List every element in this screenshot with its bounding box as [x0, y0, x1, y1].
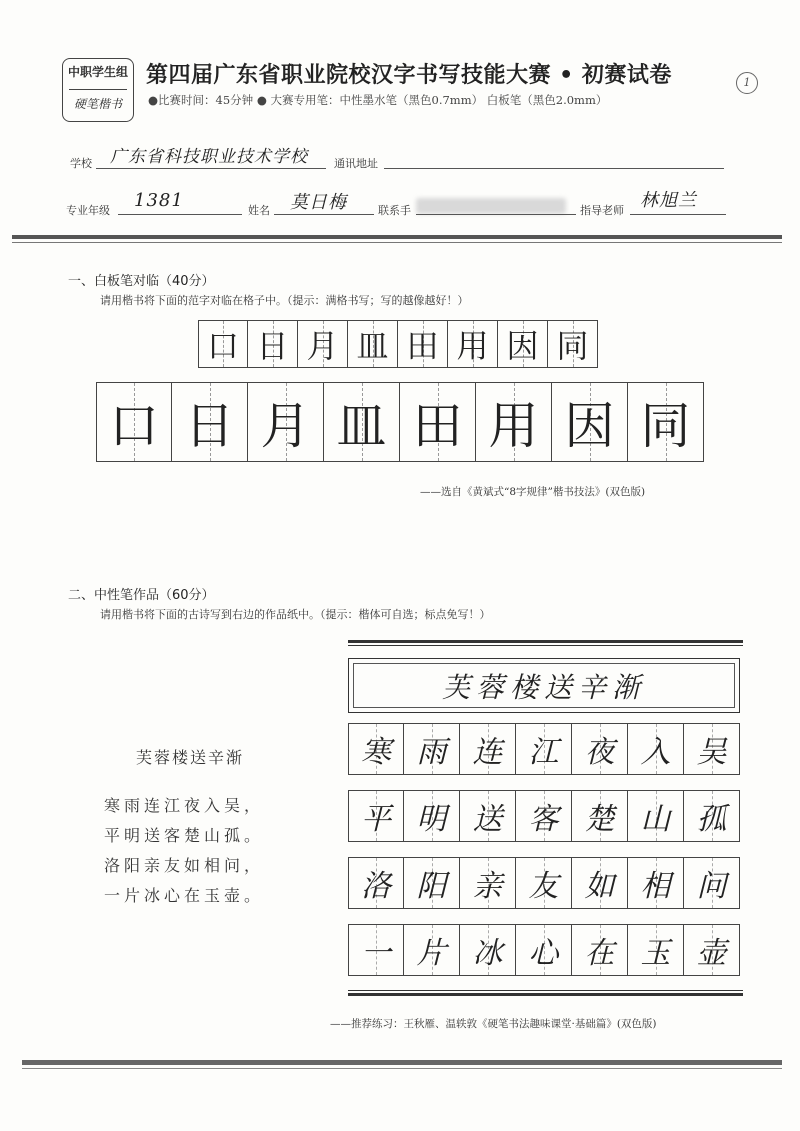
work-title: 芙蓉楼送辛渐: [441, 670, 646, 704]
model-char-char: 同: [556, 327, 589, 365]
copied-char-cell: [476, 382, 552, 462]
major-label: 专业年级: [66, 204, 110, 217]
written-char-char: 一: [361, 936, 391, 971]
written-char-char: 阳: [416, 869, 447, 904]
phone-value-redacted: [416, 198, 566, 214]
model-char-grid: [198, 320, 598, 368]
model-char-cell: [398, 320, 448, 368]
work-row: [348, 790, 740, 842]
section2-credit: ——推荐练习：王秋雁、温轶敦《硬笔书法趣味课堂·基础篇》(双色版): [330, 1018, 657, 1030]
copied-char-char: 同: [640, 397, 691, 455]
written-char-cell: [516, 790, 572, 842]
written-char-char: 吴: [696, 735, 727, 770]
school-label: 学校: [70, 157, 92, 170]
poem-line: 平明送客楚山孤。: [104, 826, 265, 845]
written-char-cell: [572, 790, 628, 842]
phone-line: [416, 214, 576, 215]
badge-line1: 中职学生组: [67, 65, 128, 79]
copied-char-cell: [324, 382, 400, 462]
written-char-cell: [572, 924, 628, 976]
model-char-cell: [298, 320, 348, 368]
written-char-cell: [516, 857, 572, 909]
page-number-mark: 1: [736, 72, 758, 94]
phone-label: 联系手: [378, 204, 411, 217]
model-char-cell: [498, 320, 548, 368]
written-char-cell: [684, 790, 740, 842]
name-line: [274, 214, 374, 215]
badge-line2: 硬笔楷书: [73, 97, 122, 111]
model-char-cell: [248, 320, 298, 368]
poem-line: 一片冰心在玉壶。: [104, 886, 265, 905]
written-char-char: 雨: [416, 735, 447, 770]
model-char-char: 皿: [356, 327, 389, 365]
footer-rule-thin: [22, 1068, 782, 1069]
copied-char-cell: [248, 382, 324, 462]
written-char-char: 楚: [584, 802, 615, 837]
school-line: [96, 168, 326, 169]
written-char-char: 友: [528, 869, 559, 904]
poem-line: 洛阳亲友如相问，: [104, 856, 265, 875]
written-char-cell: [684, 924, 740, 976]
written-char-char: 问: [696, 869, 727, 904]
section1-instruction: 请用楷书将下面的范字对临在格子中。（提示：满格书写；写的越像越好！）: [100, 294, 469, 307]
written-char-cell: [348, 924, 404, 976]
written-char-char: 寒: [361, 735, 391, 770]
copy-char-grid: [96, 382, 704, 462]
written-char-char: 片: [416, 936, 447, 971]
section2-heading: 二、中性笔作品（60分）: [68, 588, 215, 603]
page-subtitle: ●比赛时间：45分钟 ● 大赛专用笔：中性墨水笔（黑色0.7mm） 白板笔（黑色2.0mm）: [148, 93, 608, 107]
written-char-char: 山: [640, 802, 671, 837]
written-char-cell: [460, 790, 516, 842]
written-char-char: 壶: [696, 936, 727, 971]
copied-char-char: 月: [260, 397, 311, 455]
section1-heading: 一、白板笔对临（40分）: [68, 274, 215, 289]
copied-char-char: 用: [488, 397, 539, 455]
model-char-char: 田: [406, 327, 439, 365]
written-char-char: 心: [528, 936, 559, 971]
poem-line: 寒雨连江夜入吴，: [104, 796, 265, 815]
written-char-cell: [404, 924, 460, 976]
written-char-char: 玉: [640, 936, 671, 971]
model-char-cell: [548, 320, 598, 368]
work-sheet-border-bottom: [348, 993, 743, 996]
written-char-char: 江: [528, 735, 559, 770]
written-char-cell: [572, 857, 628, 909]
copied-char-char: 因: [564, 397, 615, 455]
written-char-char: 孤: [696, 802, 727, 837]
section2-instruction: 请用楷书将下面的古诗写到右边的作品纸中。（提示：楷体可自选；标点免写！）: [100, 608, 491, 621]
group-badge: [62, 58, 134, 122]
written-char-cell: [460, 924, 516, 976]
written-char-char: 客: [528, 802, 559, 837]
model-char-cell: [348, 320, 398, 368]
address-label: 通讯地址: [334, 157, 378, 170]
written-char-char: 明: [416, 802, 447, 837]
work-title-box: [348, 658, 740, 713]
page-title: 第四届广东省职业院校汉字书写技能大赛 • 初赛试卷: [146, 63, 672, 88]
written-char-char: 亲: [472, 869, 503, 904]
model-char-cell: [198, 320, 248, 368]
model-char-char: 口: [206, 327, 239, 365]
written-char-char: 平: [361, 802, 391, 837]
model-char-char: 用: [456, 327, 489, 365]
written-char-cell: [628, 790, 684, 842]
model-char-char: 因: [506, 327, 539, 365]
model-char-cell: [448, 320, 498, 368]
written-char-cell: [628, 857, 684, 909]
work-row: [348, 857, 740, 909]
work-sheet-border-top: [348, 640, 743, 643]
written-char-char: 洛: [361, 869, 391, 904]
footer-rule: [22, 1060, 782, 1065]
copied-char-char: 田: [412, 397, 463, 455]
name-value: 莫日梅: [290, 192, 347, 213]
written-char-cell: [404, 723, 460, 775]
work-row: [348, 723, 740, 775]
written-char-cell: [684, 857, 740, 909]
work-sheet-border-top-thin: [348, 645, 743, 646]
written-char-char: 送: [472, 802, 503, 837]
badge-divider: [69, 89, 127, 90]
written-char-cell: [572, 723, 628, 775]
teacher-label: 指导老师: [580, 204, 624, 217]
written-char-cell: [404, 857, 460, 909]
written-char-char: 如: [584, 869, 615, 904]
written-char-cell: [628, 924, 684, 976]
major-line: [118, 214, 242, 215]
copied-char-cell: [552, 382, 628, 462]
copied-char-char: 口: [109, 397, 159, 455]
teacher-signature: 林旭兰: [640, 190, 697, 211]
copied-char-char: 皿: [336, 397, 387, 455]
written-char-cell: [348, 790, 404, 842]
name-label: 姓名: [248, 204, 270, 217]
copied-char-cell: [172, 382, 248, 462]
written-char-cell: [460, 857, 516, 909]
address-line: [384, 168, 724, 169]
header-rule-thin: [12, 242, 782, 243]
copied-char-cell: [96, 382, 172, 462]
section1-credit: ——选自《黄斌式“8字规律”楷书技法》(双色版): [420, 486, 646, 498]
written-char-cell: [628, 723, 684, 775]
written-char-cell: [460, 723, 516, 775]
written-char-char: 冰: [472, 936, 503, 971]
school-value: 广东省科技职业技术学校: [110, 147, 308, 167]
written-char-cell: [348, 857, 404, 909]
written-char-cell: [516, 723, 572, 775]
written-char-cell: [516, 924, 572, 976]
written-char-char: 夜: [584, 735, 615, 770]
written-char-char: 入: [640, 735, 671, 770]
copied-char-char: 日: [184, 397, 235, 455]
major-value: 1381: [134, 190, 184, 211]
written-char-cell: [404, 790, 460, 842]
written-char-char: 连: [472, 735, 503, 770]
poem-title: 芙蓉楼送辛渐: [136, 748, 245, 767]
teacher-line: [630, 214, 726, 215]
work-row: [348, 924, 740, 976]
written-char-char: 在: [584, 936, 615, 971]
written-char-cell: [684, 723, 740, 775]
copied-char-cell: [628, 382, 704, 462]
model-char-char: 月: [306, 327, 339, 365]
header-rule: [12, 235, 782, 239]
work-sheet-border-bottom-thin: [348, 990, 743, 991]
copied-char-cell: [400, 382, 476, 462]
written-char-cell: [348, 723, 404, 775]
model-char-char: 日: [256, 327, 289, 365]
written-char-char: 相: [640, 869, 671, 904]
